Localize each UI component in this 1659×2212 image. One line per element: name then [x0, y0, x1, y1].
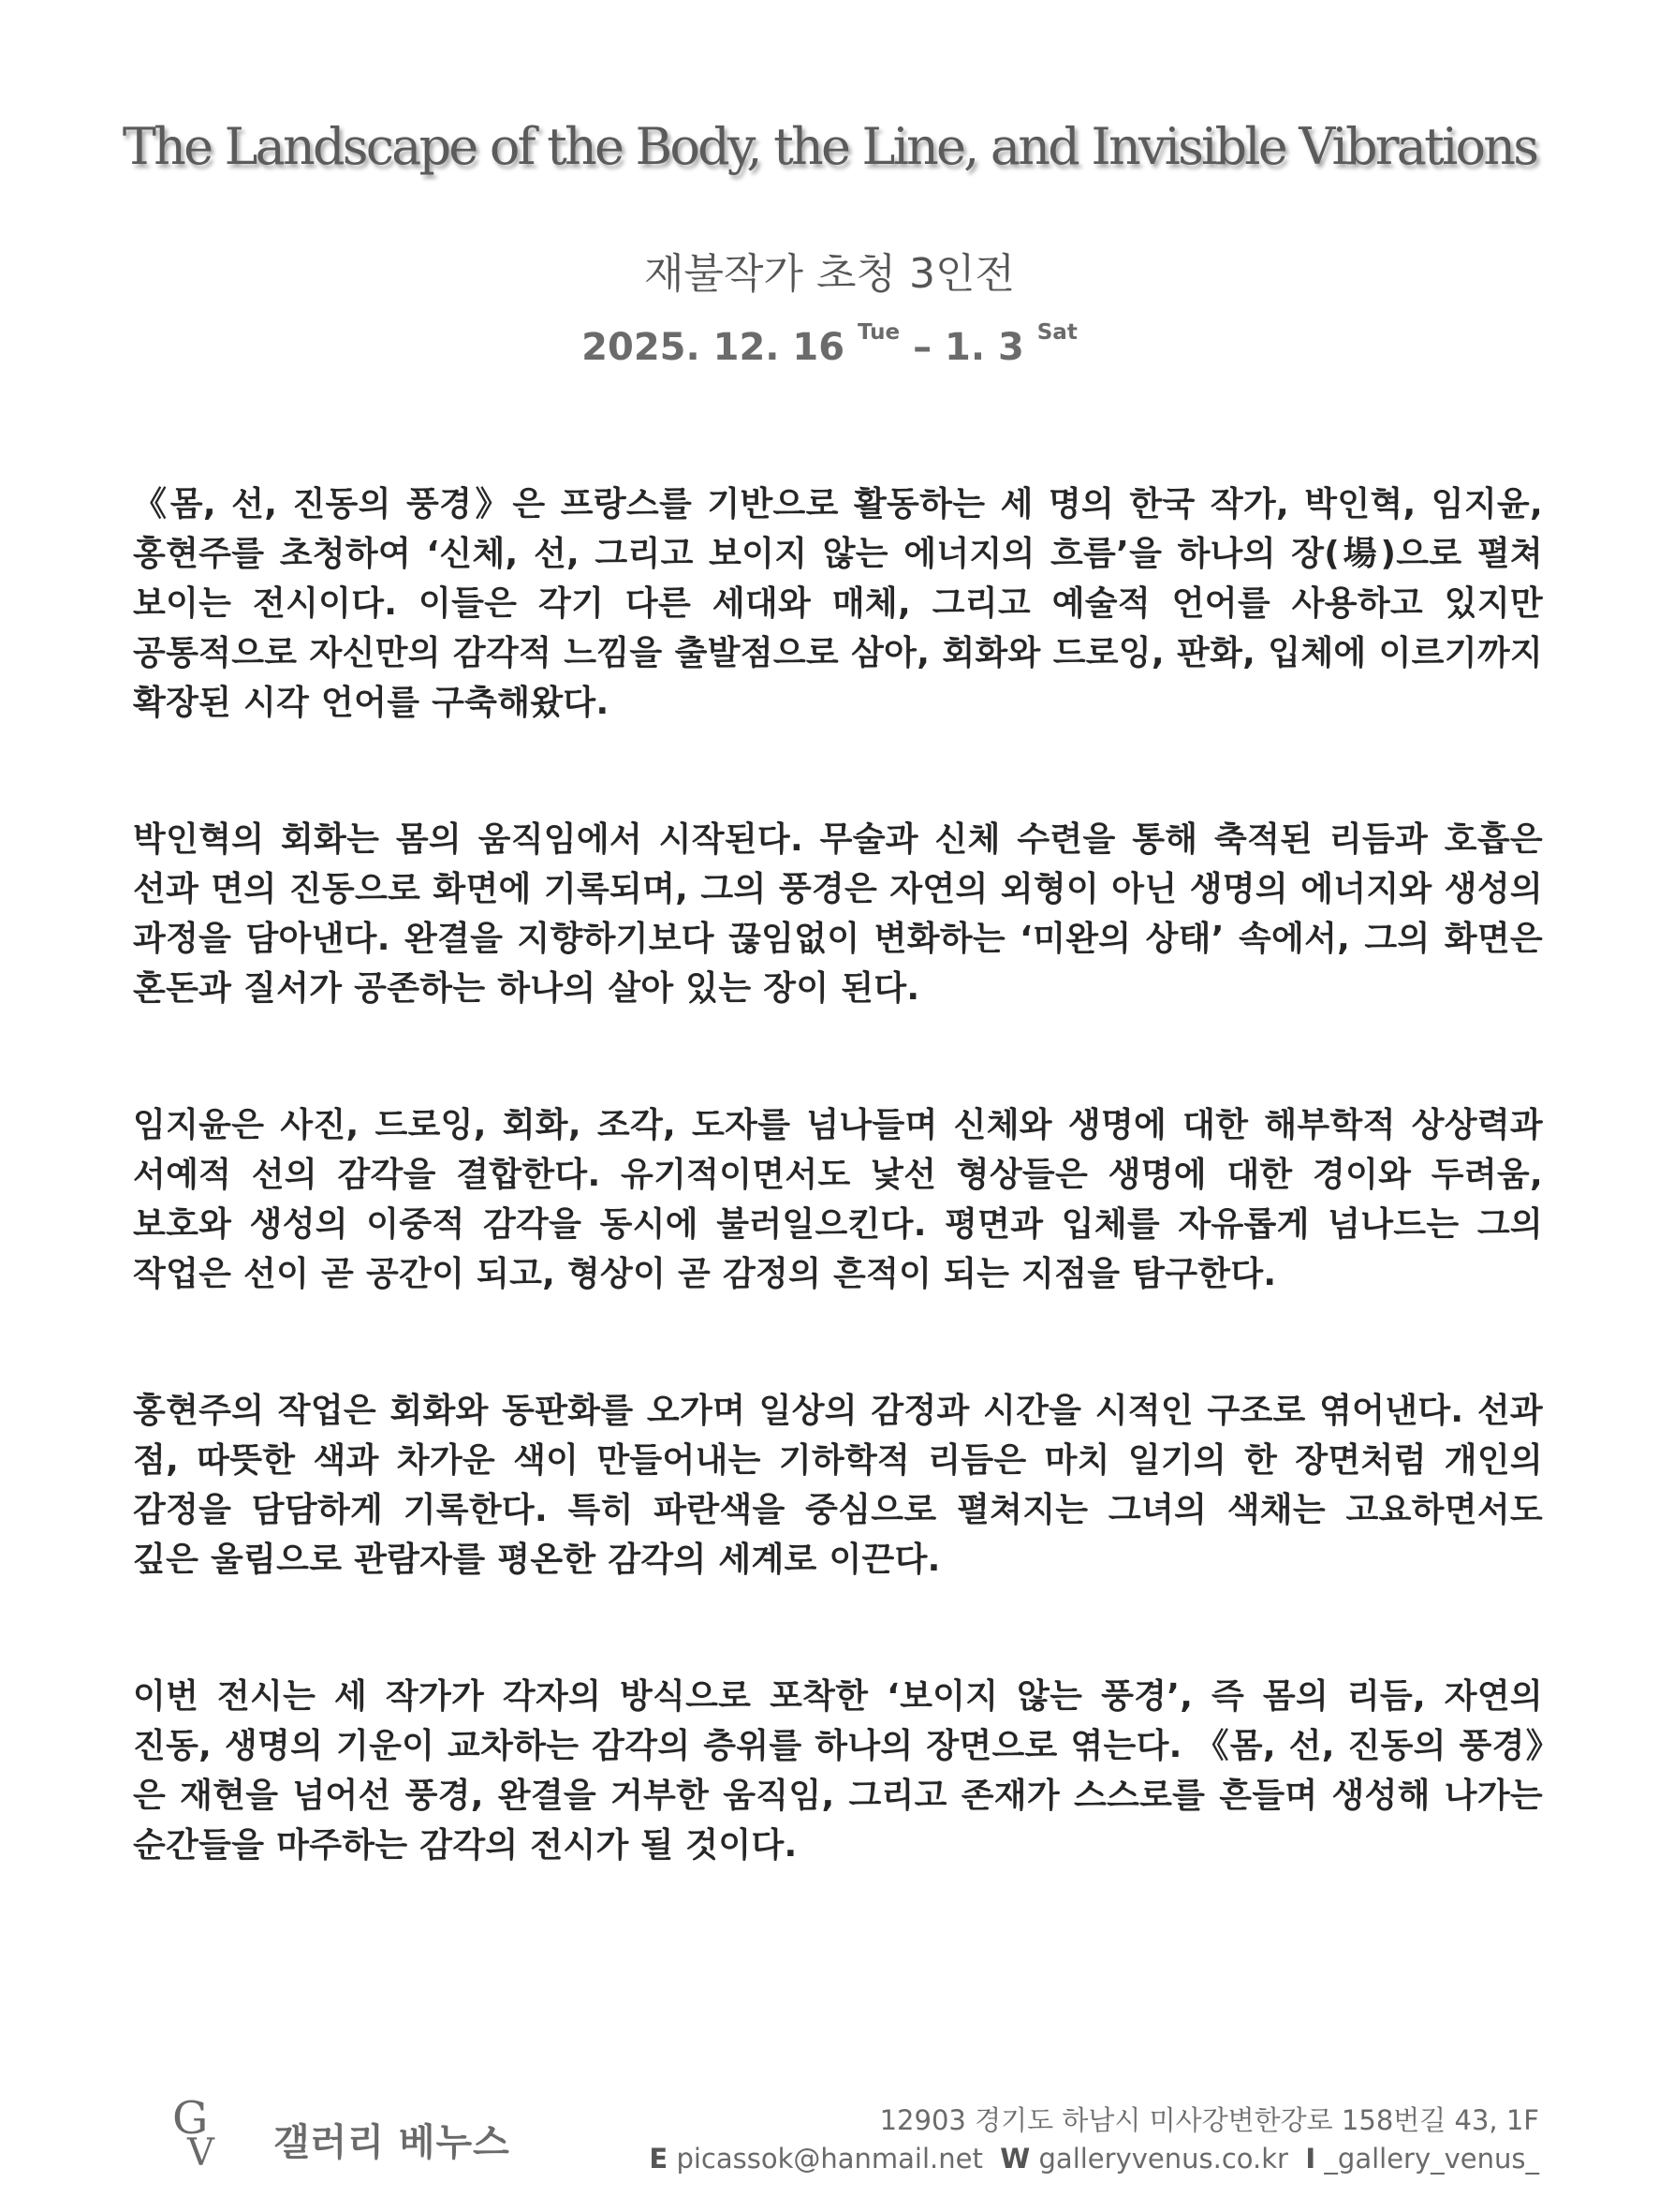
instagram-link[interactable]: _gallery_venus_	[1324, 2143, 1539, 2175]
date-start: 2025. 12. 16	[581, 326, 845, 369]
instagram-label: I	[1305, 2143, 1316, 2175]
paragraph-intro: 《몸, 선, 진동의 풍경》은 프랑스를 기반으로 활동하는 세 명의 한국 작가, 박인혁, 임지윤, 홍현주를 초청하여 ‘신체, 선, 그리고 보이지 않는 에너지의 흐름’을 하나의 장(場)으로 펼쳐 보이는 전시이다. 이들은 각기 다른 세대와 매체, 그리고 예술적 언어를 사용하고 있지만 공통적으로 자신만의 감각적 느낌을 출발점으로 삼아, 회화와 드로잉, 판화, 입체에 이르기까지 확장된 시각 언어를 구축해왔다.	[133, 485, 1543, 722]
email-label: E	[649, 2143, 668, 2175]
web-label: W	[1000, 2143, 1031, 2175]
date-start-day: Tue	[858, 320, 901, 345]
exhibition-title: The Landscape of the Body, the Line, and Invisible Vibrations	[122, 117, 1537, 176]
paragraph-conclusion: 이번 전시는 세 작가가 각자의 방식으로 포착한 ‘보이지 않는 풍경’, 즉 몸의 리듬, 자연의 진동, 생명의 기운이 교차하는 감각의 층위를 하나의 장면으로 엮는다. 《몸, 선, 진동의 풍경》은 재현을 넘어선 풍경, 완결을 거부한 움직임, 그리고 존재가 스스로를 흔들며 생성해 나가는 순간들을 마주하는 감각의 전시가 될 것이다.	[133, 1677, 1543, 1865]
paragraph-artist-1: 박인혁의 회화는 몸의 움직임에서 시작된다. 무술과 신체 수련을 통해 축적된 리듬과 호흡은 선과 면의 진동으로 화면에 기록되며, 그의 풍경은 자연의 외형이 아닌 생명의 에너지와 생성의 과정을 담아낸다. 완결을 지향하기보다 끊임없이 변화하는 ‘미완의 상태’ 속에서, 그의 화면은 혼돈과 질서가 공존하는 하나의 살아 있는 장이 된다.	[133, 820, 1543, 1008]
date-end-day: Sat	[1036, 320, 1078, 345]
exhibition-subtitle: 재불작가 초청 3인전	[644, 250, 1015, 298]
exhibition-description	[133, 479, 1543, 1957]
gallery-contact	[649, 2143, 1539, 2175]
gallery-logo-icon	[169, 2090, 225, 2171]
gallery-name: 갤러리 베누스	[273, 2121, 510, 2164]
date-separator: –	[900, 326, 945, 369]
svg-text:G: G	[172, 2092, 209, 2145]
email-link[interactable]: picassok@hanmail.net	[676, 2143, 983, 2175]
gallery-address: 12903 경기도 하남시 미사강변한강로 158번길 43, 1F	[879, 2104, 1539, 2136]
paragraph-artist-2: 임지윤은 사진, 드로잉, 회화, 조각, 도자를 넘나들며 신체와 생명에 대한 해부학적 상상력과 서예적 선의 감각을 결합한다. 유기적이면서도 낯선 형상들은 생명에 대한 경이와 두려움, 보호와 생성의 이중적 감각을 동시에 불러일으킨다. 평면과 입체를 자유롭게 넘나드는 그의 작업은 선이 곧 공간이 되고, 형상이 곧 감정의 흔적이 되는 지점을 탐구한다.	[133, 1106, 1543, 1293]
svg-text:V: V	[187, 2131, 214, 2171]
date-end: 1. 3	[945, 326, 1024, 369]
website-link[interactable]: galleryvenus.co.kr	[1038, 2143, 1288, 2175]
paragraph-artist-3: 홍현주의 작업은 회화와 동판화를 오가며 일상의 감정과 시간을 시적인 구조로 엮어낸다. 선과 점, 따뜻한 색과 차가운 색이 만들어내는 기하학적 리듬은 마치 일기의 한 장면처럼 개인의 감정을 담담하게 기록한다. 특히 파란색을 중심으로 펼쳐지는 그녀의 색채는 고요하면서도 깊은 울림으로 관람자를 평온한 감각의 세계로 이끈다.	[133, 1392, 1543, 1579]
exhibition-dates	[0, 320, 1659, 369]
